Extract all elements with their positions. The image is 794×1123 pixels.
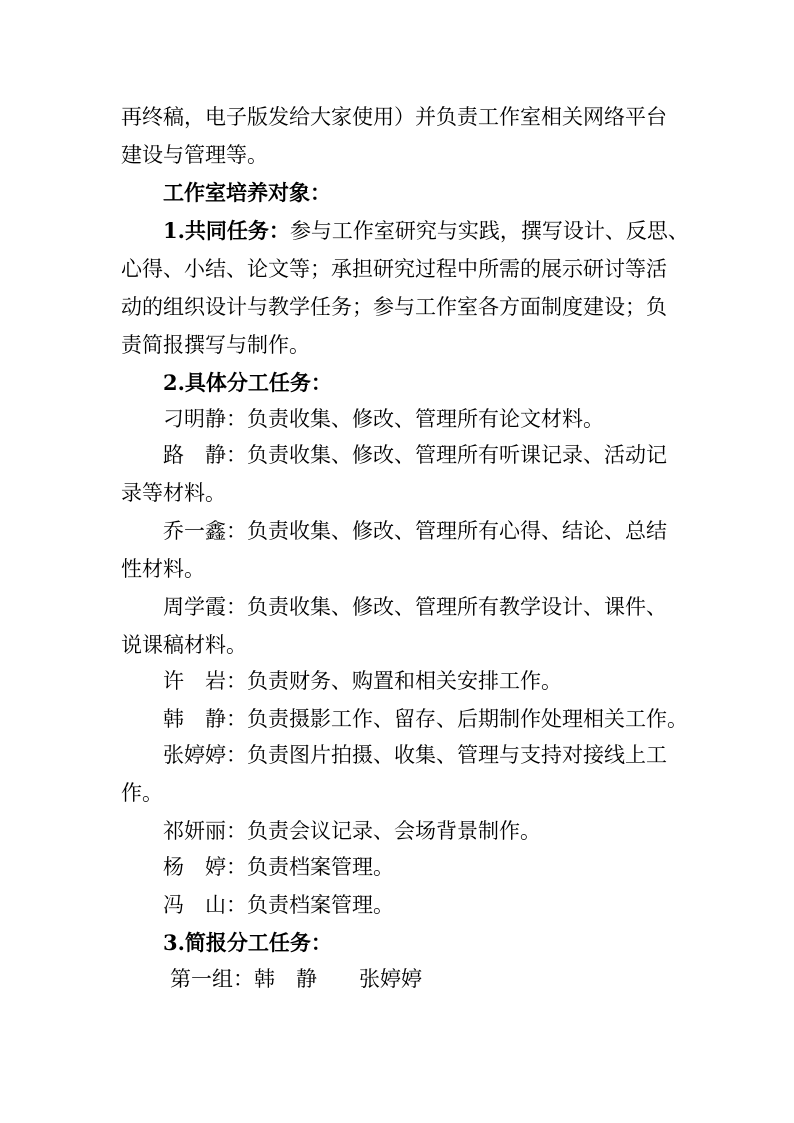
- common-task-text: 参与工作室研究与实践，撰写设计、反思、: [289, 219, 689, 243]
- common-task-line-1: [163, 217, 723, 245]
- member-duty: 负责收集、修改、管理所有论文材料。: [247, 407, 604, 431]
- list-item: [163, 405, 723, 433]
- newsletter-task-heading: 3.简报分工任务：: [163, 930, 332, 955]
- list-item-continuation: 说课稿材料。: [121, 633, 247, 657]
- member-name: 许 岩：: [163, 669, 247, 693]
- list-item: [163, 741, 723, 769]
- list-item: [163, 441, 723, 469]
- member-duty: 负责会议记录、会场背景制作。: [247, 819, 541, 843]
- member-name: 张婷婷：: [163, 743, 247, 767]
- member-duty: 负责档案管理。: [247, 893, 394, 917]
- member-duty: 负责收集、修改、管理所有听课记录、活动记: [247, 443, 667, 467]
- list-item-continuation: 录等材料。: [121, 481, 226, 505]
- member-duty: 负责财务、购置和相关安排工作。: [247, 669, 562, 693]
- list-item: [163, 517, 723, 545]
- member-duty: 负责收集、修改、管理所有心得、结论、总结: [247, 519, 667, 543]
- common-task-heading: 1.共同任务：: [163, 218, 290, 243]
- member-duty: 负责档案管理。: [247, 855, 394, 879]
- intro-line-1: 再终稿，电子版发给大家使用）并负责工作室相关网络平台: [121, 105, 667, 129]
- common-task-line-3: 动的组织设计与教学任务；参与工作室各方面制度建设；负: [121, 295, 667, 319]
- list-item: [163, 667, 723, 695]
- member-name: 路 静：: [163, 443, 247, 467]
- member-name: 乔一鑫：: [163, 519, 247, 543]
- group-member: 张婷婷: [359, 967, 422, 991]
- list-item: [163, 817, 723, 845]
- group-label: 第一组：: [170, 967, 254, 991]
- section-title: 工作室培养对象：: [163, 180, 331, 205]
- member-name: 刁明静：: [163, 407, 247, 431]
- list-item: [163, 891, 723, 919]
- member-name: 杨 婷：: [163, 855, 247, 879]
- newsletter-group-1: [170, 965, 730, 993]
- list-item: [163, 705, 723, 733]
- intro-line-2: 建设与管理等。: [121, 143, 268, 167]
- list-item: [163, 593, 723, 621]
- list-item: [163, 853, 723, 881]
- common-task-line-2: 心得、小结、论文等；承担研究过程中所需的展示研讨等活: [121, 257, 667, 281]
- list-item-continuation: 作。: [121, 781, 163, 805]
- member-duty: 负责收集、修改、管理所有教学设计、课件、: [247, 595, 667, 619]
- member-duty: 负责图片拍摄、收集、管理与支持对接线上工: [247, 743, 667, 767]
- common-task-line-4: 责简报撰写与制作。: [121, 333, 310, 357]
- specific-task-heading: 2.具体分工任务：: [163, 370, 332, 395]
- member-name: 周学霞：: [163, 595, 247, 619]
- member-name: 冯 山：: [163, 893, 247, 917]
- group-member: 韩 静: [254, 967, 317, 991]
- member-name: 祁妍丽：: [163, 819, 247, 843]
- list-item-continuation: 性材料。: [121, 557, 205, 581]
- member-name: 韩 静：: [163, 707, 247, 731]
- member-duty: 负责摄影工作、留存、后期制作处理相关工作。: [247, 707, 688, 731]
